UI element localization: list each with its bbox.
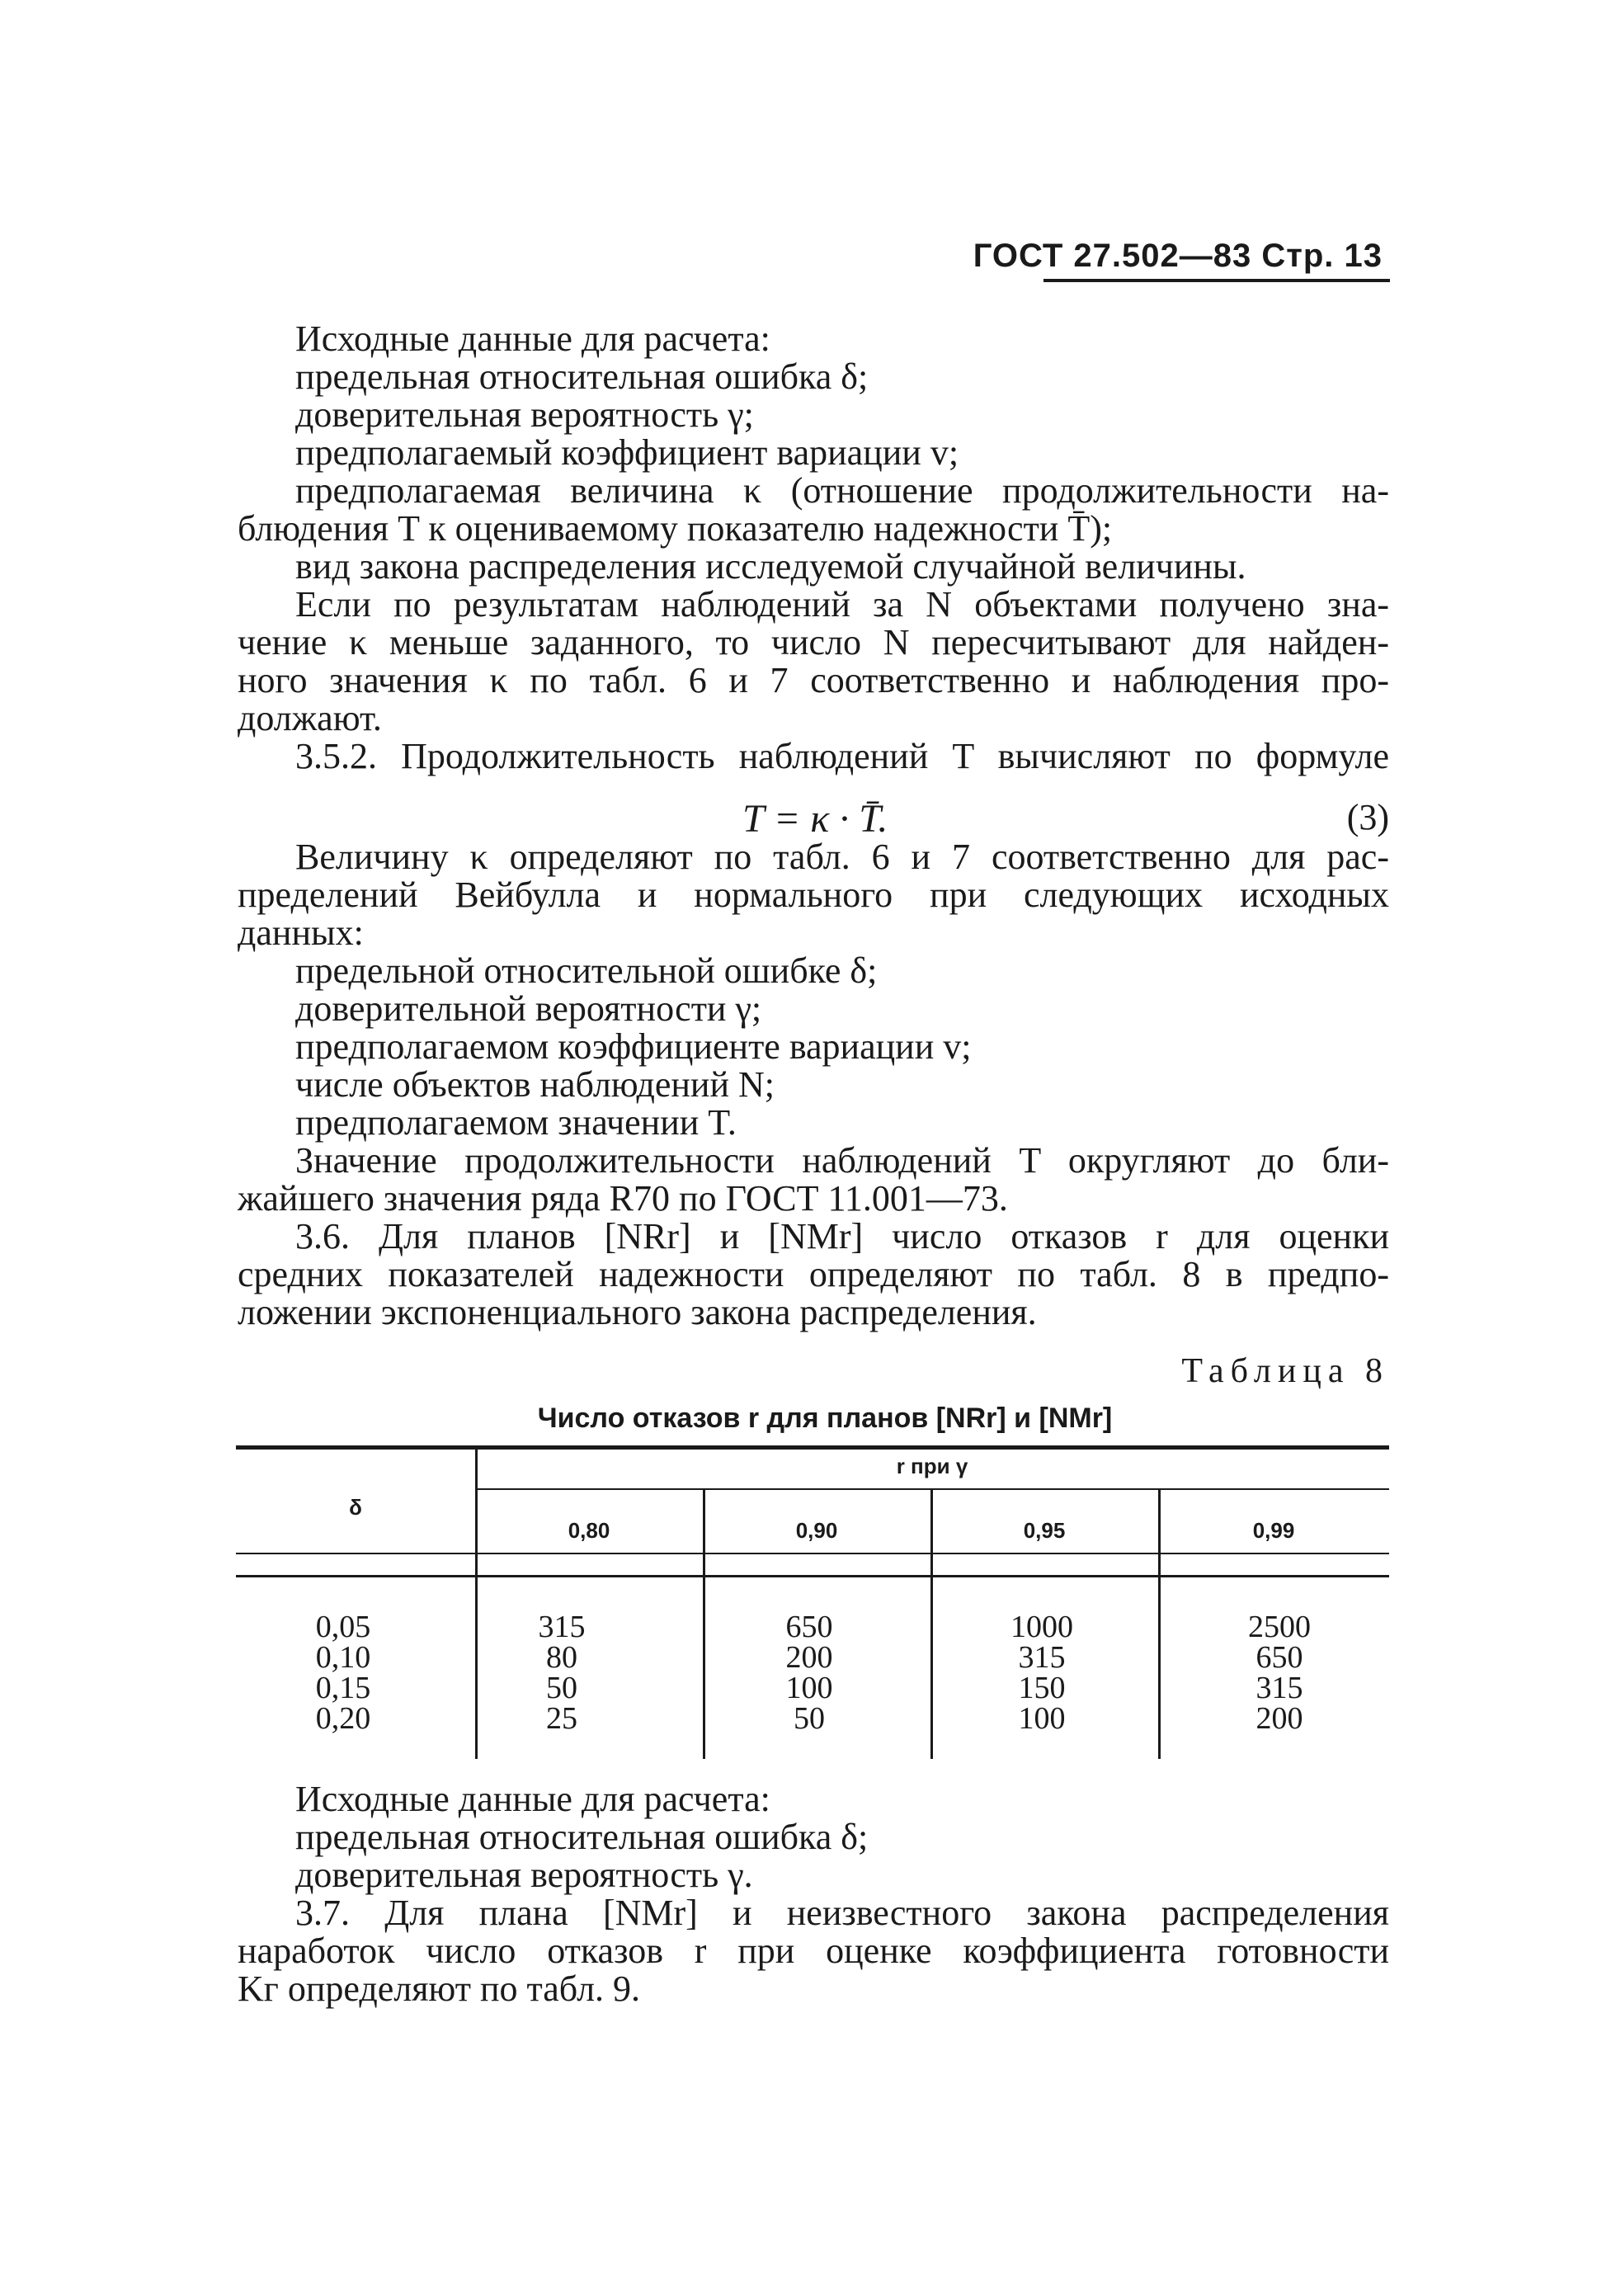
table-cell: 25 xyxy=(546,1701,577,1736)
table-cell: 2500 xyxy=(1248,1610,1311,1644)
table-column-095 xyxy=(972,1612,1112,1734)
text-line: Исходные данные для расчета: xyxy=(295,318,770,359)
text-line: чение κ меньше заданного, то число N пересчитывают для найден- xyxy=(238,622,1389,662)
text-line: Kг определяют по табл. 9. xyxy=(238,1968,641,2009)
text-line: доверительная вероятность γ; xyxy=(295,394,754,435)
text-line: предельная относительная ошибка δ; xyxy=(295,356,869,397)
text-line: 3.6. Для планов [NRr] и [NMr] число отказов r для оценки xyxy=(295,1216,1389,1256)
table-column-delta xyxy=(269,1612,417,1734)
text-line: вид закона распределения исследуемой случайной величины. xyxy=(295,546,1246,587)
header-group: r при γ xyxy=(896,1454,968,1478)
text-line: 3.7. Для плана [NMr] и неизвестного закона распределения xyxy=(295,1893,1389,1933)
header-col: 0,99 xyxy=(1252,1518,1295,1543)
table-cell: 650 xyxy=(785,1610,833,1644)
text-line: числе объектов наблюдений N; xyxy=(295,1064,775,1105)
failures-table xyxy=(236,1445,1389,1759)
text-line: Исходные данные для расчета: xyxy=(295,1779,770,1819)
table-cell: 200 xyxy=(785,1640,833,1675)
table-cell: 315 xyxy=(538,1610,586,1644)
paragraph-block-1 xyxy=(238,320,1389,776)
table-divider xyxy=(475,1450,478,1759)
table-cell: 50 xyxy=(794,1701,825,1736)
table-cell: 50 xyxy=(546,1671,577,1705)
text-line: Величину κ определяют по табл. 6 и 7 соответственно для рас- xyxy=(295,837,1389,877)
formula: T = κ · T̄. xyxy=(742,797,888,841)
text-line: средних показателей надежности определяют по табл. 8 в предпо- xyxy=(238,1254,1389,1294)
text-line: предполагаемом коэффициенте вариации v; xyxy=(295,1026,972,1067)
text-line: ложении экспоненциального закона распределения. xyxy=(238,1292,1037,1332)
header-col: 0,80 xyxy=(568,1518,610,1543)
table-cell: 1000 xyxy=(1010,1610,1073,1644)
table-cell: 80 xyxy=(546,1640,577,1675)
table-cell: 100 xyxy=(1018,1701,1066,1736)
table-label: Таблица 8 xyxy=(1181,1352,1389,1390)
table-cell: 200 xyxy=(1255,1701,1303,1736)
paragraph-block-3 xyxy=(238,1780,1389,2008)
text-line: Значение продолжительности наблюдений T округляют до бли- xyxy=(295,1140,1389,1181)
table-cell: 150 xyxy=(1018,1671,1066,1705)
text-line: 3.5.2. Продолжительность наблюдений T вычисляют по формуле xyxy=(295,736,1389,776)
table-cell: 315 xyxy=(1018,1640,1066,1675)
table-top-rule xyxy=(236,1445,1389,1450)
table-cell: 315 xyxy=(1255,1671,1303,1705)
text-line: жайшего значения ряда R70 по ГОСТ 11.001—73. xyxy=(238,1178,1008,1219)
header-delta: δ xyxy=(349,1495,362,1520)
text-line: блюдения T к оцениваемому показателю надежности T̄); xyxy=(238,508,1113,549)
table-cell: 0,15 xyxy=(315,1671,371,1705)
table-cell: 100 xyxy=(785,1671,833,1705)
paragraph-block-2 xyxy=(238,838,1389,1332)
text-line: предельной относительной ошибке δ; xyxy=(295,950,878,991)
text-line: предполагаемый коэффициент вариации v; xyxy=(295,432,959,473)
text-line: доверительной вероятности γ; xyxy=(295,988,762,1029)
table-column-099 xyxy=(1209,1612,1350,1734)
text-line: предельная относительная ошибка δ; xyxy=(295,1817,869,1857)
text-line: ного значения κ по табл. 6 и 7 соответственно и наблюдения про- xyxy=(238,660,1389,700)
table-cell: 0,05 xyxy=(315,1610,371,1644)
table-column-080 xyxy=(508,1612,615,1734)
table-cell: 650 xyxy=(1255,1640,1303,1675)
text-line: Если по результатам наблюдений за N объектами получено зна- xyxy=(295,584,1389,625)
table-body-rule xyxy=(236,1575,1389,1577)
table-header-rule xyxy=(236,1553,1389,1554)
text-line: доверительная вероятность γ. xyxy=(295,1855,753,1895)
header-rule xyxy=(1043,279,1390,282)
text-line: предполагаемом значении T. xyxy=(295,1102,737,1143)
table-title: Число отказов r для планов [NRr] и [NMr] xyxy=(537,1403,1113,1434)
text-line: наработок число отказов r при оценке коэффициента готовности xyxy=(238,1931,1389,1971)
page-header: ГОСТ 27.502—83 Стр. 13 xyxy=(973,238,1383,274)
formula-number: (3) xyxy=(1346,797,1389,837)
text-line: должают. xyxy=(238,698,382,738)
table-cell: 0,10 xyxy=(315,1640,371,1675)
text-line: пределений Вейбулла и нормального при следующих исходных xyxy=(238,875,1389,915)
table-cell: 0,20 xyxy=(315,1701,371,1736)
table-column-090 xyxy=(747,1612,871,1734)
text-line: предполагаемая величина κ (отношение продолжительности на- xyxy=(295,470,1389,511)
header-col: 0,95 xyxy=(1023,1518,1066,1543)
text-line: данных: xyxy=(238,912,364,953)
header-col: 0,90 xyxy=(795,1518,838,1543)
